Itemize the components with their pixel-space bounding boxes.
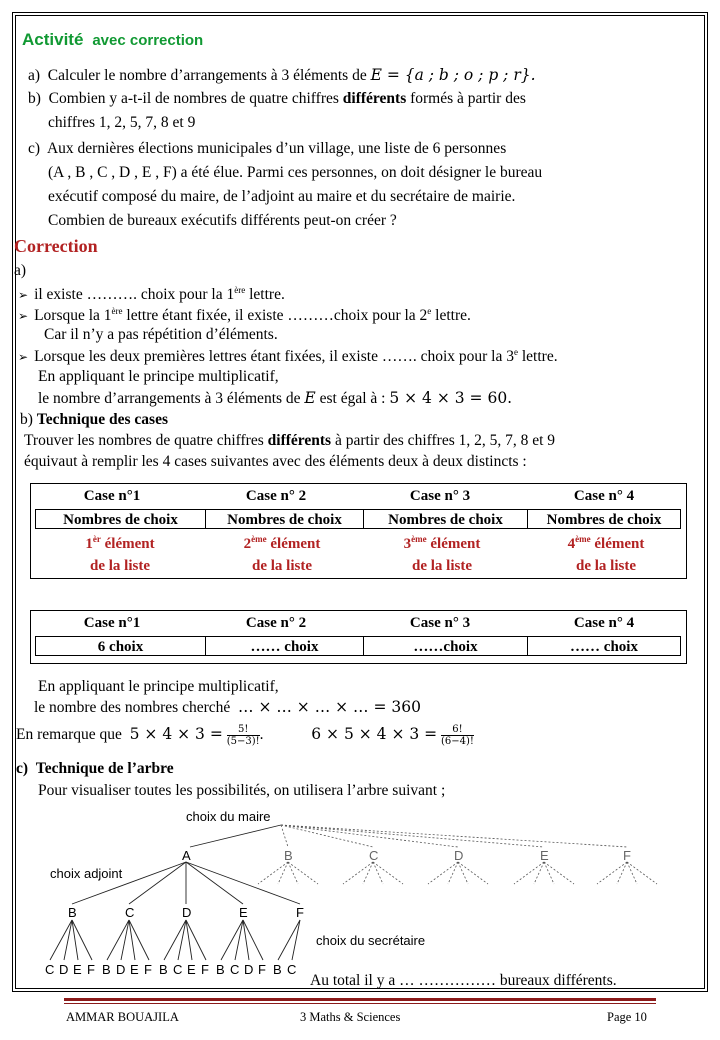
correction-c-line1: Pour visualiser toutes les possibilités, on utilisera l’arbre suivant ; [38,782,446,799]
tree-node-secretaire: B [159,962,168,977]
tree-node-secretaire: E [130,962,139,977]
table2-header-3: Case n° 3 [409,615,471,631]
correction-b-count: le nombre des nombres cherché … × … × … × … = 360 [34,698,421,716]
tree-node-secretaire: B [273,962,282,977]
tree-node-secretaire: C [230,962,240,977]
tree-edges-maire [190,825,281,847]
table2-cell-3: ……choix [363,636,528,656]
exercise-c-line3: exécutif composé du maire, de l’adjoint au maire et du secrétaire de mairie. [48,188,516,205]
table1-header-3: Case n° 3 [409,488,471,504]
tree-label-secretaire: choix du secrétaire [316,933,426,948]
exercise-a: a) Calculer le nombre d’arrangements à 3 éléments de E = {a ; b ; o ; p ; r}. [28,66,536,84]
tree-node-maire: B [284,848,293,863]
table1-note-4: 4ème élément de la liste [567,534,645,574]
table2-header-1: Case n°1 [83,615,141,631]
table1-cell-3: Nombres de choix [363,509,528,529]
tree-node-secretaire: E [73,962,82,977]
table1-note-2: 2ème élément de la liste [243,534,321,574]
table2-header-4: Case n° 4 [573,615,635,631]
correction-a-bullet3: ➢ Lorsque les deux premières lettres étant fixées, il existe ……. choix pour la 3e lettre. [18,347,558,366]
correction-heading: Correction [14,236,98,256]
table1-header-1: Case n°1 [83,488,141,504]
exercise-c-line2: (A , B , C , D , E , F) a été élue. Parmi ces personnes, on doit désigner le bureau [48,164,543,181]
footer-class: 3 Maths & Sciences [300,1010,401,1024]
table2-cell-2: …… choix [205,636,364,656]
tree-edges-secretaire [50,920,300,960]
table1-header-2: Case n° 2 [245,488,307,504]
table2-header-2: Case n° 2 [245,615,307,631]
tree-node-adjoint: D [182,905,192,920]
exercise-c-line1: c) Aux dernières élections municipales d’un village, une liste de 6 personnes [28,140,507,157]
tree-node-secretaire: B [216,962,225,977]
exercise-b-line1: b) Combien y a-t-il de nombres de quatre chiffres différents formés à partir des [28,90,526,107]
tree-node-secretaire: E [187,962,196,977]
footer-rule-thin [64,1003,656,1004]
tree-node-secretaire: D [244,962,254,977]
correction-b-heading: b) Technique des cases [20,411,168,428]
correction-b-principle: En appliquant le principe multiplicatif, [38,678,279,695]
correction-a-bullet1: ➢ il existe ………. choix pour la 1ère lettre. [18,285,285,304]
tree-total: Au total il y a … …………… bureaux différents. [310,972,617,989]
tree-node-adjoint: E [239,905,248,920]
table1-header-4: Case n° 4 [573,488,635,504]
table1-cell-1: Nombres de choix [35,509,206,529]
tree-node-maire: F [623,848,631,863]
tree-node-secretaire: F [87,962,95,977]
tree-node-maire: A [182,848,191,863]
correction-b-line1: Trouver les nombres de quatre chiffres différents à partir des chiffres 1, 2, 5, 7, 8 et 9 [24,432,556,449]
table1-cell-2: Nombres de choix [205,509,364,529]
tree-node-adjoint: F [296,905,304,920]
exercise-c-line4: Combien de bureaux exécutifs différents peut-on créer ? [48,212,397,229]
fraction-2: $\frac{6!}{(6-4)!}$ [441,724,474,747]
tree-node-secretaire: C [45,962,55,977]
correction-a-principle: En appliquant le principe multiplicatif, [38,368,279,385]
correction-b-line2: équivaut à remplir les 4 cases suivantes avec des éléments deux à deux distincts : [24,453,527,470]
fraction-1: $\frac{5!}{(5-3)!}$ [226,724,260,747]
table1-note-3: 3ème élément de la liste [403,534,481,574]
correction-a-bullet2: ➢ Lorsque la 1ère lettre étant fixée, il existe ………choix pour la 2e lettre. [18,306,471,325]
tree-node-secretaire: F [201,962,209,977]
footer-author: AMMAR BOUAJILA [66,1010,179,1024]
tree-node-secretaire: F [258,962,266,977]
table2-cell-4: …… choix [527,636,681,656]
table1-note-1: $1^{èr}$ élément de la liste [85,534,155,574]
footer-page: Page 10 [607,1010,647,1024]
correction-a-result: le nombre d’arrangements à 3 éléments de E est égal à : 5 × 4 × 3 = 60. [38,389,513,407]
exercise-b-line2: chiffres 1, 2, 5, 7, 8 et 9 [48,114,196,131]
correction-b-remark: En remarque que 5 × 4 × 3 = $\frac{5!}{(5-3)!}$ . 6 × 5 × 4 × 3 = $\frac{6!}{(6-4)!}$ [16,724,474,747]
tree-node-secretaire: D [116,962,126,977]
tree-node-secretaire: B [102,962,111,977]
tree-node-secretaire: C [173,962,183,977]
correction-c-heading: c) Technique de l’arbre [16,760,174,777]
tree-node-maire: D [454,848,464,863]
table1-cell-4: Nombres de choix [527,509,681,529]
tree-node-maire: E [540,848,549,863]
tree-node-secretaire: F [144,962,152,977]
correction-a-label: a) [14,262,27,279]
tree-node-secretaire: C [287,962,297,977]
table2-cell-1: 6 choix [35,636,206,656]
tree-node-adjoint: B [68,905,77,920]
tree-node-secretaire: D [59,962,69,977]
activity-title: Activité avec correction [22,30,204,49]
footer-rule [64,998,656,1001]
tree-label-maire: choix du maire [186,809,271,824]
correction-a-bullet2-line2: Car il n’y a pas répétition d’éléments. [44,326,278,343]
tree-node-adjoint: C [125,905,135,920]
tree-node-maire: C [369,848,379,863]
tree-label-adjoint: choix adjoint [50,866,123,881]
